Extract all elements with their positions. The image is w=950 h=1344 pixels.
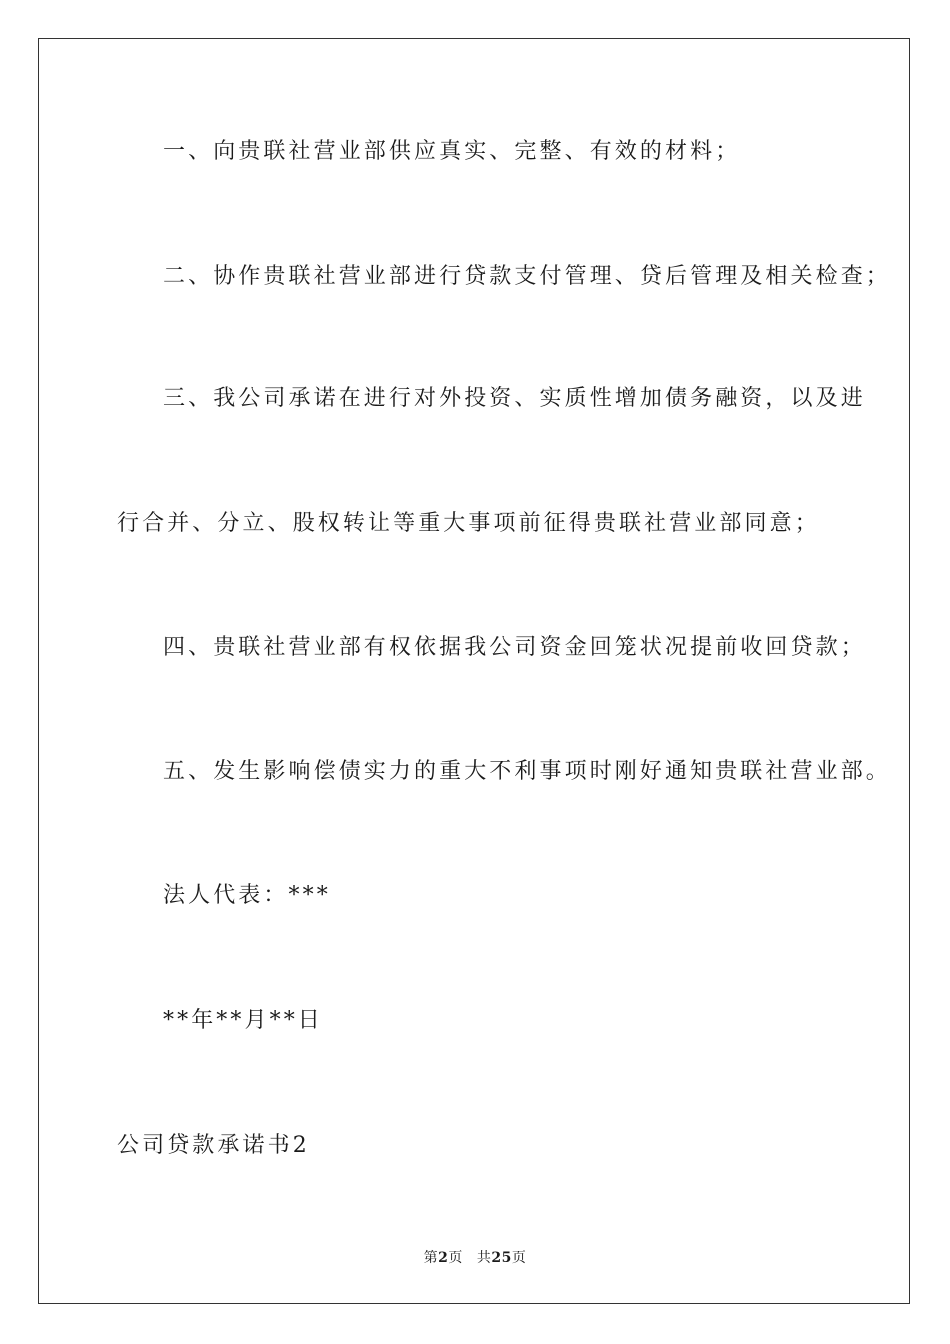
page-suffix: 页 (448, 1250, 463, 1266)
clause-2: 二、协作贵联社营业部进行贷款支付管理、贷后管理及相关检查； (163, 264, 891, 289)
page-footer (0, 1248, 950, 1268)
page-number: 2 (438, 1250, 449, 1266)
clause-3-line-1: 三、我公司承诺在进行对外投资、实质性增加债务融资，以及进 (163, 386, 866, 411)
clause-4: 四、贵联社营业部有权依据我公司资金回笼状况提前收回贷款； (163, 635, 866, 660)
clause-5: 五、发生影响偿债实力的重大不利事项时刚好通知贵联社营业部。 (163, 759, 891, 784)
legal-representative: 法人代表：*** (163, 883, 331, 908)
clause-3-line-2: 行合并、分立、股权转让等重大事项前征得贵联社营业部同意； (117, 511, 820, 536)
section-title: 公司贷款承诺书2 (117, 1133, 310, 1158)
total-pages: 25 (491, 1250, 512, 1266)
signing-date: **年**月**日 (163, 1008, 323, 1033)
page-border (38, 38, 910, 1304)
total-prefix: 共 (476, 1250, 492, 1266)
page-prefix: 第 (423, 1250, 439, 1266)
clause-1: 一、向贵联社营业部供应真实、完整、有效的材料； (163, 139, 741, 164)
total-suffix: 页 (511, 1250, 527, 1266)
